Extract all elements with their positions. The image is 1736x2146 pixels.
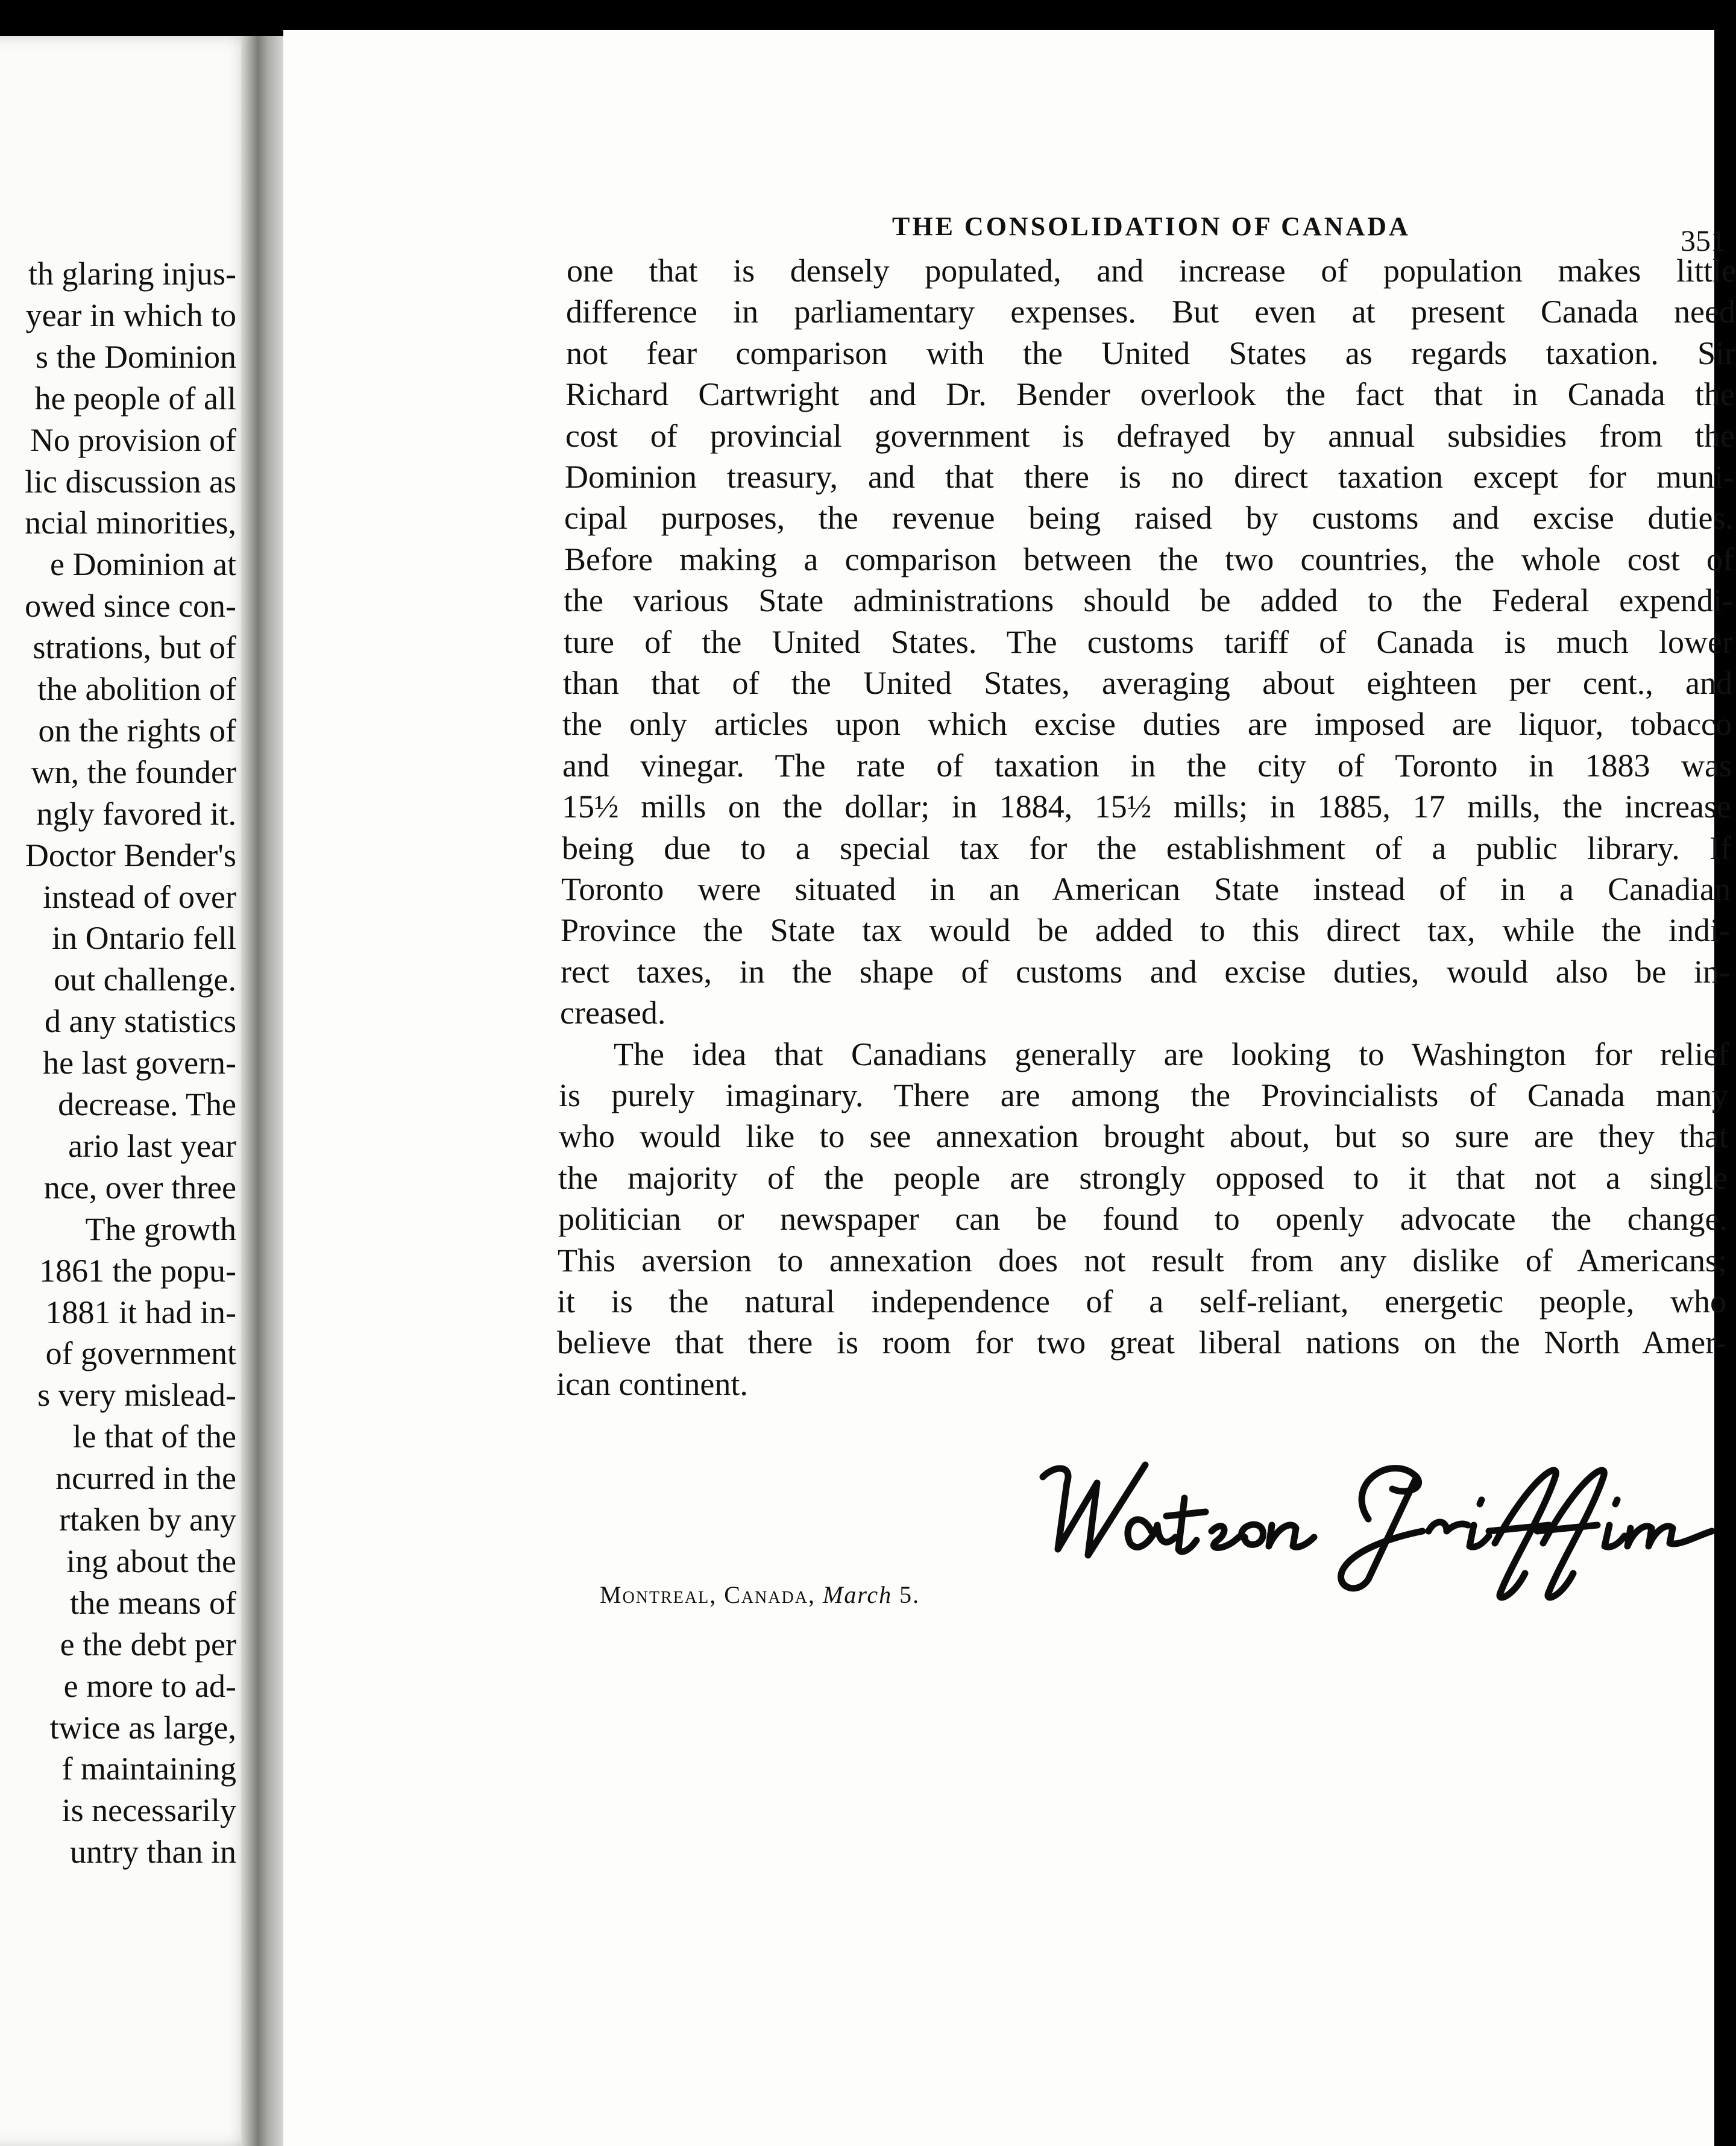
left-page-line: is necessarily xyxy=(61,1792,236,1829)
left-page-line: d any statistics xyxy=(45,1003,236,1040)
left-page-line: s the Dominion xyxy=(36,338,236,375)
dateline-place: Montreal, Canada, xyxy=(600,1581,816,1608)
left-page-line: owed since con- xyxy=(25,588,236,625)
body-line: it is the natural independence of a self-reliant, energetic people, who xyxy=(557,1283,1726,1320)
left-page-line: wn, the founder xyxy=(31,754,236,790)
body-line: 15½ mills on the dollar; in 1884, 15½ mills; in 1885, 17 mills, the increase xyxy=(562,788,1731,825)
left-page-line: The growth xyxy=(85,1210,236,1247)
left-page-line: rtaken by any xyxy=(59,1502,236,1538)
left-page-line: twice as large, xyxy=(49,1709,236,1746)
dateline-day: 5. xyxy=(899,1581,920,1608)
body-line: the only articles upon which excise duties are imposed are liquor, tobacco xyxy=(562,706,1732,743)
page-number: 351 xyxy=(1681,224,1726,257)
left-page-line: nce, over three xyxy=(43,1169,236,1206)
body-line: Richard Cartwright and Dr. Bender overlook the fact that in Canada the xyxy=(565,376,1735,413)
body-line: not fear comparison with the United States as regards taxation. Sir xyxy=(566,335,1735,371)
running-head: THE CONSOLIDATION OF CANADA xyxy=(892,212,1410,241)
body-line: This aversion to annexation does not result from any dislike of Americans; xyxy=(558,1242,1727,1279)
dateline xyxy=(600,1581,920,1609)
left-page-line: in Ontario fell xyxy=(52,920,236,957)
body-line: ican continent. xyxy=(556,1365,748,1402)
body-line: Toronto were situated in an American State instead of in a Canadian xyxy=(561,871,1731,907)
body-line: Province the State tax would be added to this direct tax, while the indi- xyxy=(561,912,1730,949)
body-line: believe that there is room for two great liberal nations on the North Amer- xyxy=(557,1324,1726,1361)
left-page-line: ncial minorities, xyxy=(25,505,236,541)
left-page-line: 1861 the popu- xyxy=(39,1252,236,1289)
left-page-line: e the debt per xyxy=(60,1626,236,1663)
right-page xyxy=(283,30,1736,2146)
left-page-line: s very mislead- xyxy=(37,1377,236,1414)
body-line: ture of the United States. The customs tariff of Canada is much lower xyxy=(564,623,1733,660)
body-line: the majority of the people are strongly opposed to it that not a single xyxy=(558,1159,1728,1196)
left-page-line: out challenge. xyxy=(54,961,236,998)
body-line: The idea that Canadians generally are looking to Washington for relief xyxy=(614,1036,1729,1072)
left-page-line: 1881 it had in- xyxy=(45,1294,236,1330)
body-line: who would like to see annexation brought about, but so sure are they that xyxy=(559,1118,1728,1155)
dateline-month: March xyxy=(823,1581,893,1608)
body-line: the various State administrations should be added to the Federal expendi- xyxy=(564,582,1733,619)
left-page-line: lic discussion as xyxy=(25,463,236,500)
left-page-line: the means of xyxy=(70,1584,236,1621)
left-page-line: No provision of xyxy=(30,421,236,458)
left-page-line: f maintaining xyxy=(61,1751,236,1787)
left-page-line: the abolition of xyxy=(37,671,236,707)
left-page-line: of government xyxy=(45,1335,236,1372)
left-page-line: he people of all xyxy=(34,380,236,417)
left-page-line: le that of the xyxy=(72,1418,236,1455)
book-gutter xyxy=(241,36,289,2146)
left-page-line: instead of over xyxy=(43,878,236,915)
left-page-line: on the rights of xyxy=(38,712,236,749)
body-line: Before making a comparison between the two countries, the whole cost of xyxy=(564,541,1734,577)
left-page-line: e more to ad- xyxy=(63,1667,236,1704)
left-page-line: ngly favored it. xyxy=(36,795,236,832)
left-page-line: he last govern- xyxy=(43,1045,236,1081)
body-line: and vinegar. The rate of taxation in the city of Toronto in 1883 was xyxy=(562,747,1732,784)
left-page-line: ing about the xyxy=(66,1543,236,1579)
body-line: cost of provincial government is defrayed by annual subsidies from the xyxy=(565,417,1735,454)
body-line: cipal purposes, the revenue being raised by customs and excise duties. xyxy=(564,500,1734,536)
body-line: is purely imaginary. There are among the Provincialists of Canada many xyxy=(559,1077,1728,1113)
body-line: than that of the United States, averaging about eighteen per cent., and xyxy=(563,665,1732,701)
left-page-line: year in which to xyxy=(25,297,236,333)
left-page-line: th glaring injus- xyxy=(28,256,236,292)
body-line: politician or newspaper can be found to openly advocate the change. xyxy=(558,1201,1728,1238)
body-line: one that is densely populated, and increase of population makes little xyxy=(567,253,1736,289)
left-page-line: untry than in xyxy=(70,1834,236,1871)
body-line: being due to a special tax for the establishment of a public library. If xyxy=(562,829,1731,866)
left-page xyxy=(0,36,259,2146)
signature-handwritten xyxy=(1031,1441,1718,1597)
body-line: creased. xyxy=(560,995,666,1031)
body-line: Dominion treasury, and that there is no direct taxation except for muni- xyxy=(565,459,1734,495)
body-line: difference in parliamentary expenses. But even at present Canada need xyxy=(566,294,1735,330)
body-line: rect taxes, in the shape of customs and excise duties, would also be in- xyxy=(561,953,1730,990)
left-page-line: ncurred in the xyxy=(55,1460,236,1497)
left-page-line: ario last year xyxy=(68,1127,236,1164)
left-page-line: decrease. The xyxy=(58,1086,236,1122)
left-page-line: Doctor Bender's xyxy=(25,837,236,873)
left-page-line: e Dominion at xyxy=(50,546,236,583)
left-page-line: strations, but of xyxy=(33,629,236,666)
